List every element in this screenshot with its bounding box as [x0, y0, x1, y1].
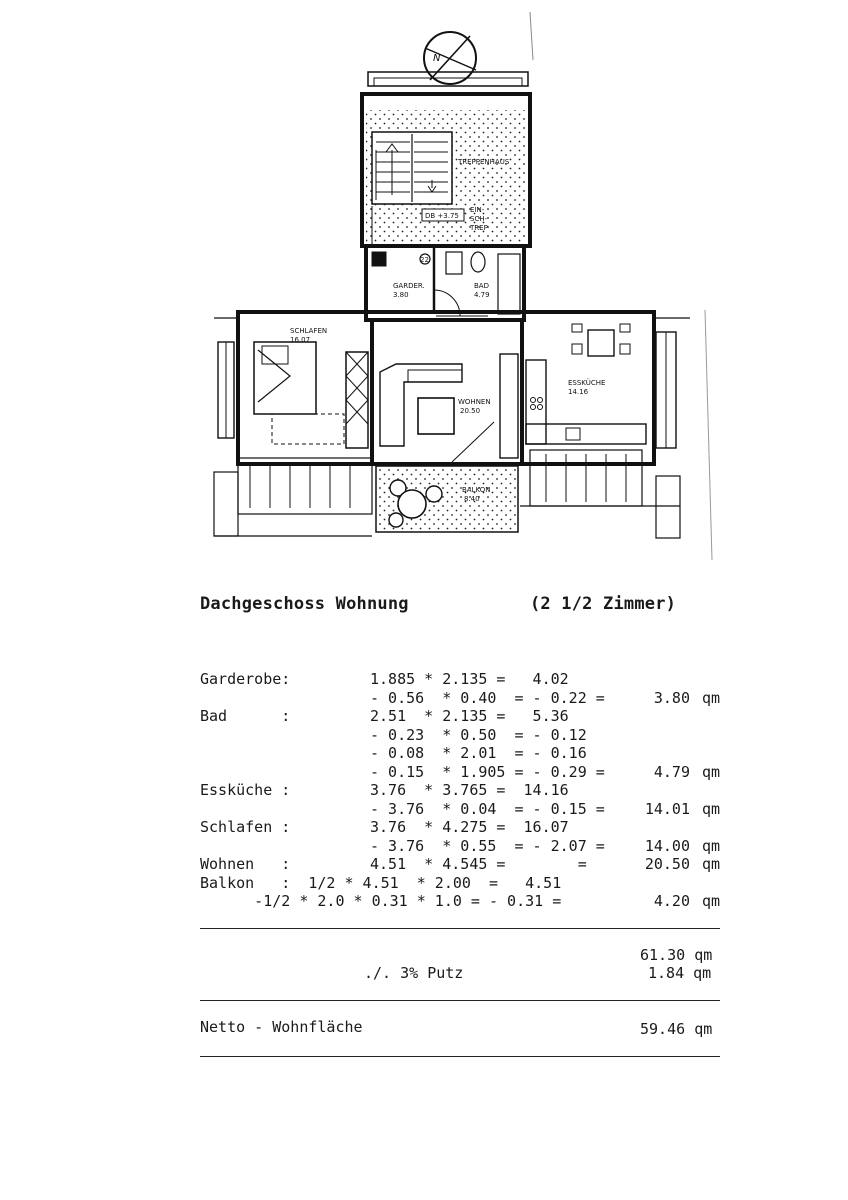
putz — [648, 964, 711, 982]
putz-label: ./. 3% Putz — [364, 964, 464, 982]
balkon-area: 8.40 — [464, 495, 480, 503]
treppenhaus-label: TREPPENHAUS — [458, 158, 510, 166]
einschtr-label-3: TREP — [470, 224, 488, 232]
divider — [200, 1056, 720, 1057]
calc-unit: qm — [701, 688, 720, 707]
divider — [200, 1000, 720, 1001]
hall-bath-block — [366, 246, 524, 320]
calc-unit: qm — [701, 892, 720, 910]
page-title — [200, 594, 677, 614]
calc-sum: 4.79 — [653, 762, 690, 781]
calc-sum: 4.20 — [653, 892, 690, 910]
calc-unit: qm — [701, 799, 720, 818]
calc-sum: 14.00 — [644, 836, 690, 855]
einschtr-label-2: SCH- — [470, 215, 488, 223]
calc-label: Garderobe: — [200, 670, 291, 688]
title-text: Dachgeschoss Wohnung — [200, 594, 409, 614]
calc-row — [200, 744, 720, 763]
netto-label: Netto - Wohnfläche — [200, 1018, 363, 1036]
calc-label: Bad : — [200, 707, 291, 725]
calc-label: Wohnen : — [200, 855, 291, 873]
calc-row — [200, 818, 720, 837]
esskueche-area: 14.16 — [568, 388, 589, 396]
calc-row — [200, 781, 720, 800]
calc-expression: 3.76 * 4.275 = 16.07 — [370, 818, 569, 836]
calc-row — [200, 892, 720, 911]
calc-expression: - 0.08 * 2.01 = - 0.16 — [370, 744, 587, 762]
einschtr-label-1: EIN- — [470, 206, 485, 214]
calc-label: Schlafen : — [200, 818, 291, 836]
calc-unit: qm — [701, 836, 720, 855]
garderobe-area: 3.80 — [393, 291, 409, 299]
door-number: 22 — [420, 256, 429, 264]
putz-unit: qm — [693, 964, 712, 982]
wohnen-label: WOHNEN — [458, 398, 491, 406]
garderobe-label: GARDER. — [393, 282, 425, 290]
title-rooms: (2 1/2 Zimmer) — [530, 594, 677, 614]
calc-unit: qm — [701, 762, 720, 781]
schlafen-area: 16.07 — [290, 336, 311, 344]
bad-area: 4.79 — [474, 291, 490, 299]
calc-expression: 4.51 * 4.545 = = — [370, 855, 587, 873]
calc-expression: 2.51 * 2.135 = 5.36 — [370, 707, 569, 725]
divider — [200, 928, 720, 929]
calc-row — [200, 689, 720, 708]
calc-expression: - 3.76 * 0.55 = - 2.07 = — [370, 836, 605, 855]
floor-plan — [0, 0, 848, 560]
north-arrow-icon — [424, 32, 476, 84]
calc-expression: 3.76 * 3.765 = 14.16 — [370, 781, 569, 799]
schlafen-label: SCHLAFEN — [290, 327, 328, 335]
area-calculation — [200, 670, 720, 911]
apartment-walls — [214, 312, 690, 464]
calc-row — [200, 855, 720, 874]
calc-unit: qm — [701, 855, 720, 873]
schlafen-room — [218, 342, 368, 448]
calc-line: -1/2 * 2.0 * 0.31 * 1.0 = - 0.31 = — [200, 892, 562, 910]
calc-line: Balkon : 1/2 * 4.51 * 2.00 = 4.51 — [200, 873, 562, 892]
esskueche-label: ESSKÜCHE — [568, 379, 606, 387]
calc-sum: 14.01 — [644, 799, 690, 818]
wohnen-room — [380, 354, 518, 462]
netto-value: 59.46 — [640, 1020, 686, 1038]
calc-row — [200, 726, 720, 745]
calc-sum: 20.50 — [644, 855, 690, 873]
level-label: DB +3.75 — [425, 212, 459, 220]
north-label: N — [433, 53, 441, 64]
balkon-label: BALKON — [462, 486, 491, 494]
calc-sum: 3.80 — [653, 688, 690, 707]
bad-label: BAD — [474, 282, 489, 290]
calc-row — [200, 874, 720, 893]
netto — [640, 1020, 712, 1038]
calc-row — [200, 837, 720, 856]
putz-value: 1.84 — [648, 964, 685, 982]
subtotal — [640, 946, 712, 964]
calc-expression: - 0.56 * 0.40 = - 0.22 = — [370, 688, 605, 707]
calc-row — [200, 707, 720, 726]
subtotal-value: 61.30 — [640, 946, 686, 964]
wohnen-area: 20.50 — [460, 407, 481, 415]
calc-expression: - 3.76 * 0.04 = - 0.15 = — [370, 799, 605, 818]
calc-row — [200, 763, 720, 782]
calc-row — [200, 670, 720, 689]
calc-expression: - 0.23 * 0.50 = - 0.12 — [370, 725, 587, 744]
calc-row — [200, 800, 720, 819]
netto-unit: qm — [694, 1020, 713, 1038]
calc-expression: - 0.15 * 1.905 = - 0.29 = — [370, 762, 605, 781]
subtotal-unit: qm — [694, 946, 713, 964]
calc-expression: 1.885 * 2.135 = 4.02 — [370, 670, 569, 688]
calc-label: Essküche : — [200, 781, 291, 799]
